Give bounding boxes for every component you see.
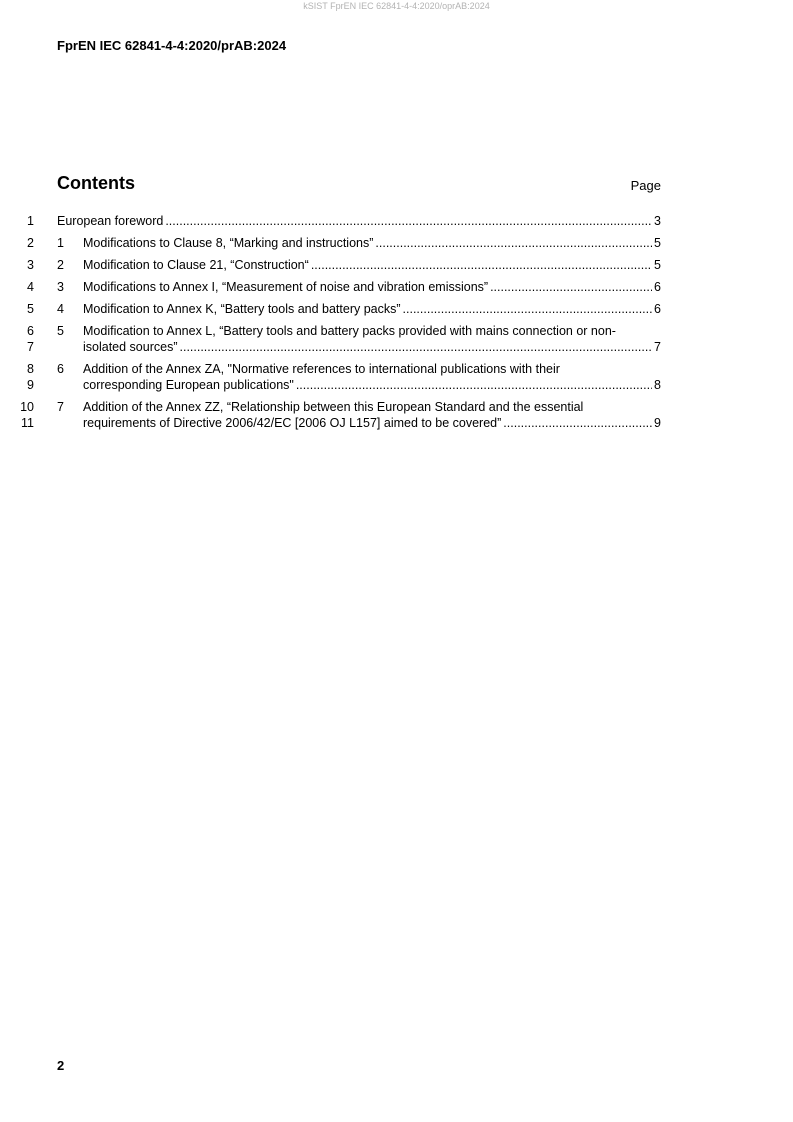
toc-line (0, 399, 793, 415)
dot-leader (375, 235, 652, 251)
toc-entry-title: Modification to Annex L, “Battery tools and battery packs provided with mains connection or non- (83, 324, 616, 338)
toc-entry-title: Modifications to Annex I, “Measurement of noise and vibration emissions” (83, 280, 489, 294)
dot-leader (503, 415, 652, 431)
toc-entry[interactable] (0, 279, 793, 295)
toc-entry-title: Modification to Clause 21, “Construction“ (83, 258, 309, 272)
table-of-contents (0, 213, 793, 437)
toc-entry-title: isolated sources” (83, 340, 178, 354)
toc-entry[interactable] (0, 399, 793, 431)
toc-line (0, 415, 793, 431)
toc-entry[interactable] (0, 257, 793, 273)
toc-entry[interactable] (0, 235, 793, 251)
dot-leader (296, 377, 652, 393)
toc-entry[interactable] (0, 323, 793, 355)
watermark-text: kSIST FprEN IEC 62841-4-4:2020/oprAB:2024 (303, 1, 490, 11)
clause-number: 7 (57, 400, 64, 414)
toc-entry[interactable] (0, 301, 793, 317)
dot-leader (180, 339, 653, 355)
toc-page-number: 5 (654, 258, 661, 272)
toc-line (0, 279, 793, 295)
toc-page-number: 5 (654, 236, 661, 250)
clause-number: 2 (57, 258, 64, 272)
toc-page-number: 3 (654, 214, 661, 228)
toc-line (0, 213, 793, 229)
toc-page-number: 8 (654, 378, 661, 392)
dot-leader (403, 301, 653, 317)
toc-entry[interactable] (0, 213, 793, 229)
toc-entry-title: Addition of the Annex ZA, "Normative references to international publications with their (83, 362, 560, 376)
line-number: 11 (21, 416, 34, 430)
toc-page-number: 6 (654, 280, 661, 294)
document-identifier: FprEN IEC 62841-4-4:2020/prAB:2024 (57, 38, 287, 53)
toc-entry-title: Modifications to Clause 8, “Marking and instructions” (83, 236, 374, 250)
line-number: 4 (27, 280, 34, 294)
toc-line (0, 339, 793, 355)
toc-entry-title: Modification to Annex K, “Battery tools and battery packs” (83, 302, 401, 316)
toc-line (0, 301, 793, 317)
line-number: 10 (20, 400, 34, 414)
toc-entry[interactable] (0, 361, 793, 393)
line-number: 6 (27, 324, 34, 338)
dot-leader (490, 279, 652, 295)
line-number: 5 (27, 302, 34, 316)
dot-leader (165, 213, 652, 229)
clause-number: 4 (57, 302, 64, 316)
dot-leader (311, 257, 652, 273)
toc-entry-title: requirements of Directive 2006/42/EC [2006 OJ L157] aimed to be covered” (83, 416, 502, 430)
line-number: 8 (27, 362, 34, 376)
toc-entry-title: Addition of the Annex ZZ, “Relationship between this European Standard and the essential (83, 400, 584, 414)
toc-entry-title: European foreword (57, 214, 164, 228)
toc-page-number: 7 (654, 340, 661, 354)
line-number: 9 (27, 378, 34, 392)
line-number: 3 (27, 258, 34, 272)
toc-line (0, 257, 793, 273)
clause-number: 1 (57, 236, 64, 250)
toc-page-number: 9 (654, 416, 661, 430)
line-number: 7 (27, 340, 34, 354)
toc-line (0, 361, 793, 377)
clause-number: 6 (57, 362, 64, 376)
clause-number: 5 (57, 324, 64, 338)
line-number: 2 (27, 236, 34, 250)
clause-number: 3 (57, 280, 64, 294)
toc-line (0, 323, 793, 339)
toc-entry-title: corresponding European publications" (83, 378, 294, 392)
line-number: 1 (27, 214, 34, 228)
toc-line (0, 235, 793, 251)
toc-page-number: 6 (654, 302, 661, 316)
page-number: 2 (57, 1058, 65, 1073)
page-column-label: Page (630, 178, 661, 193)
contents-heading: Contents (57, 173, 135, 193)
toc-line (0, 377, 793, 393)
